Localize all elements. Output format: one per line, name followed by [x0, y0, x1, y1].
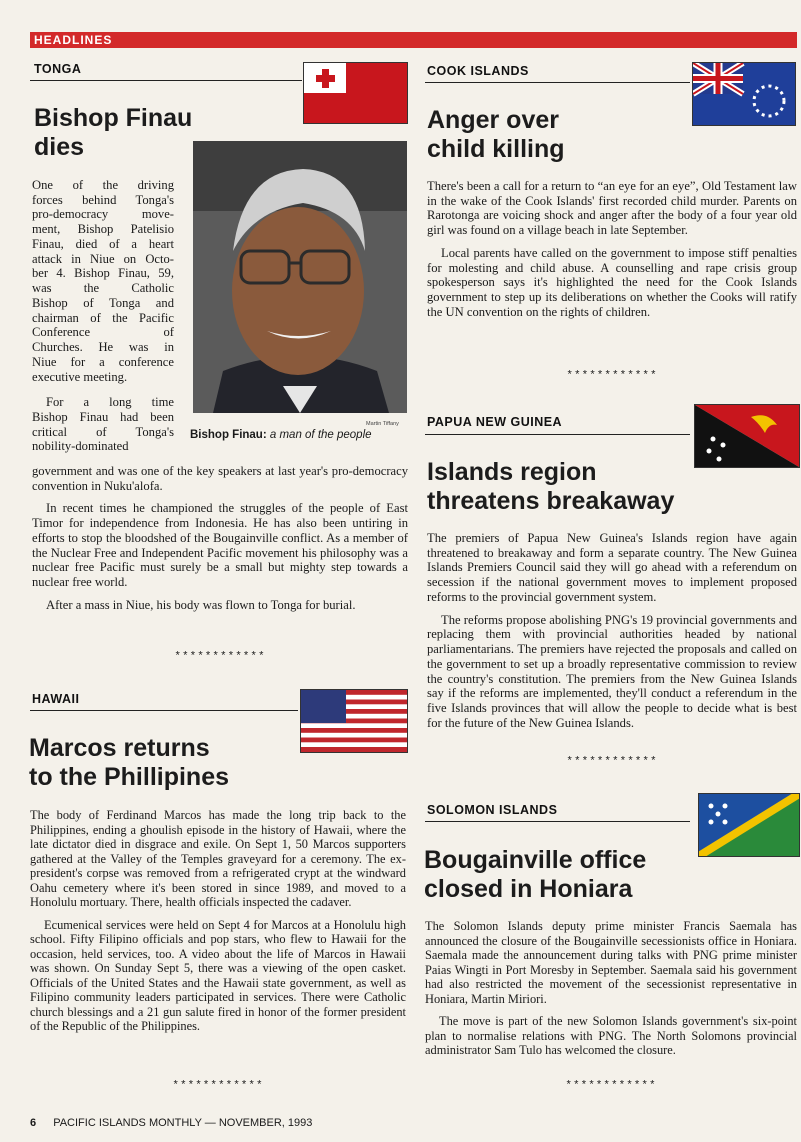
- text-line: was the Catholic: [32, 281, 174, 296]
- section-rule: [30, 80, 302, 81]
- section-rule: [30, 710, 298, 711]
- png-headline: Islands region threatens breakaway: [427, 458, 675, 515]
- text-line: One of the driving: [32, 178, 174, 192]
- tonga-headline: Bishop Finau dies: [34, 104, 193, 161]
- text-line: forces behind Tonga's: [32, 192, 174, 207]
- cook-islands-flag-icon: [692, 62, 796, 126]
- solomon-islands-flag-icon: [698, 793, 800, 857]
- text-line: Conference of: [32, 325, 174, 340]
- text-line: Bishop of Tonga and: [32, 295, 174, 310]
- text-line: critical of Tonga's: [32, 424, 174, 439]
- section-papua-new-guinea: PAPUA NEW GUINEA: [427, 415, 563, 429]
- text-line: Bishop Finau had been: [32, 410, 174, 425]
- text-line: Niue for a conference: [32, 354, 174, 369]
- text-line: Churches. He was in: [32, 340, 174, 355]
- text-line: attack in Niue on Octo-: [32, 251, 174, 266]
- section-rule: [425, 434, 690, 435]
- page-footer: [30, 1117, 312, 1129]
- end-stars: ************: [566, 756, 658, 768]
- text-line: nobility-dominated: [32, 439, 129, 454]
- photo-caption: Bishop Finau: a man of the people: [190, 429, 372, 441]
- text-line: ment, Bishop Patelisio: [32, 222, 174, 237]
- section-cook-islands: COOK ISLANDS: [427, 64, 529, 78]
- bishop-finau-photo: [193, 141, 407, 413]
- photo-credit: Martin Tiffany: [366, 421, 399, 427]
- text-line: chairman of the Pacific: [32, 310, 174, 325]
- cook-article: There's been a call for a return to “an eye for an eye”, Old Testament law in the wake of the Cook Islands' first recorded child murder. Parents on Rarotonga are voicing shock and anger after the body of a four year old girl was found on a village beach in late September. Local parents have called on the government to impose stiff penalties for molesting and child abuse. A counselling and rape crisis group spokesperson says it's highlighted the need for the Cook Islands government to step up its deliberations on whether the Cooks will ratify the UN convention on the rights of children.: [427, 179, 797, 319]
- publication-name: PACIFIC ISLANDS MONTHLY — NOVEMBER, 1993: [53, 1117, 313, 1129]
- us-flag-icon: [300, 689, 408, 753]
- cook-headline: Anger over child killing: [427, 106, 565, 163]
- end-stars: ************: [174, 651, 266, 663]
- text-line: executive meeting.: [32, 369, 128, 384]
- section-rule: [425, 821, 690, 822]
- hawaii-headline: Marcos returns to the Phillipines: [29, 734, 230, 791]
- tonga-article-wide: government and was one of the key speakers at last year's pro-democracy convention in Nuku'alofa. In recent times he championed the struggles of the people of East Timor for independence from Indonesia. He has also been untiring in efforts to stop the bloodshed of the Bougainville conflict. As a member of the Nuclear Free and Independent Pacific movement his philosophy was a nuclear free Pacific must surely be a small but mighty step towards a nuclear free world. After a mass in Niue, his body was flown to Tonga for burial.: [32, 464, 408, 612]
- text-line: pro-democracy move-: [32, 207, 174, 222]
- text-line: ber 4. Bishop Finau, 59,: [32, 266, 174, 281]
- tonga-flag-icon: [303, 62, 408, 124]
- end-stars: ************: [172, 1080, 264, 1092]
- text-line: For a long time: [46, 395, 174, 410]
- section-solomon-islands: SOLOMON ISLANDS: [427, 803, 558, 817]
- section-hawaii: HAWAII: [32, 692, 80, 706]
- hawaii-article: The body of Ferdinand Marcos has made the long trip back to the Philippines, ending a ghoulish episode in the history of Hawaii, where the late dictator died in disgrace and exile. On Sept 1, 50 Marcos supporters gathered at the Valley of the Temples graveyard for a ceremony. The ex-president's corpse was removed from a refrigerated crypt at the windward Oahu cemetery where it's been stored in since 1989, and moved to a Honolulu mortuary. There, health officials inspected the cadaver. Ecumenical services were held on Sept 4 for Marcos at a Honolulu high school. Fifty Filipino officials and pop stars, who flew to Hawaii for the occasion, held services, too. A video about the life of Marcos in Hawaii was shown. On Sunday Sept 5, there was a viewing of the open casket. Officials of the United States and the Hawaii state government, as well as Filipino community leaders participated in services. There were Catholic church blessings and a 21 gun salute fired in honor of the former president of the Republic of the Philippines.: [30, 808, 406, 1033]
- solomon-headline: Bougainville office closed in Honiara: [424, 846, 647, 903]
- page-number: 6: [30, 1117, 37, 1129]
- text-line: Finau, died of a heart: [32, 236, 174, 251]
- tonga-article-narrow: [32, 178, 174, 454]
- png-flag-icon: [694, 404, 800, 468]
- banner-label: HEADLINES: [34, 33, 113, 47]
- end-stars: ************: [566, 370, 658, 382]
- solomon-article: The Solomon Islands deputy prime minister Francis Saemala has announced the closure of the Bougainville secessionists office in Honiara. Saemala made the announcement during talks with PNG prime minister Paias Wingti in Port Moresby in September. Saemala said his government had also restricted the movement of the secessionist representative in Honiara, Martin Miriori. The move is part of the new Solomon Islands government's six-point plan to normalise relations with PNG. The North Solomons provincial administrator Sam Tulo has welcomed the closure.: [425, 919, 797, 1057]
- end-stars: ************: [565, 1080, 657, 1092]
- headlines-banner: [30, 32, 797, 48]
- section-rule: [425, 82, 690, 83]
- section-tonga: TONGA: [34, 62, 82, 76]
- png-article: The premiers of Papua New Guinea's Islands region have again threatened to breakaway and form a separate country. The New Guinea Islands Premiers Council said they will go ahead with a referendum on secession if the national government moves to implement proposed reforms to the provincial government system. The reforms propose abolishing PNG's 19 provincial governments and replacing them with provincial authorities headed by national parliamentarians. The premiers have rejected the proposals and called on the government to set up a broadly representative commission to review the country's constitution. The premiers from the New Guinea Islands say if the reforms are implemented, they'll conduct a referendum in the five Islands provinces that will allow the people to decide what is best for the future of the New Guinea Islands.: [427, 531, 797, 730]
